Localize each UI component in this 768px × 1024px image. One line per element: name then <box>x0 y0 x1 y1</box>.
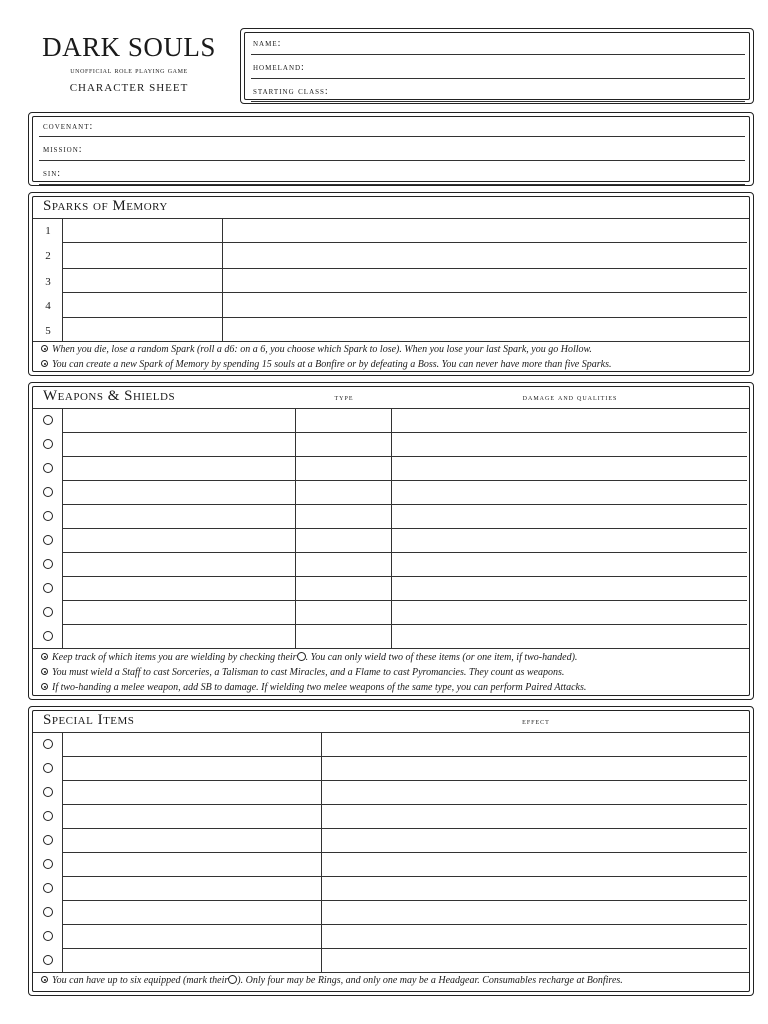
mission-field[interactable] <box>39 160 745 161</box>
special-item-wield-checkbox[interactable] <box>43 763 53 773</box>
bullet-icon <box>41 976 48 983</box>
sparks-note-1: When you die, lose a random Spark (roll a d6: on a 6, you choose which Spark to lose). When you lose your last Spark, you go Hollow. <box>41 344 592 355</box>
weapon-row[interactable] <box>62 624 747 625</box>
weapon-wield-checkbox[interactable] <box>43 439 53 449</box>
sheet-label: CHARACTER SHEET <box>69 82 189 94</box>
weapon-wield-checkbox[interactable] <box>43 559 53 569</box>
homeland-field[interactable] <box>251 78 745 79</box>
special-item-wield-checkbox[interactable] <box>43 739 53 749</box>
weapon-col-divider <box>391 408 392 648</box>
special-item-row[interactable] <box>62 924 747 925</box>
special-item-col-divider <box>62 732 63 972</box>
weapon-wield-checkbox[interactable] <box>43 607 53 617</box>
spark-row-3[interactable] <box>62 292 747 293</box>
special-item-row[interactable] <box>62 804 747 805</box>
starting-class-label: starting class: <box>253 86 329 97</box>
weapon-wield-checkbox[interactable] <box>43 583 53 593</box>
sparks-header-rule <box>33 218 749 219</box>
mission-label: mission: <box>43 144 83 155</box>
special-item-wield-checkbox[interactable] <box>43 859 53 869</box>
special-item-wield-checkbox[interactable] <box>43 811 53 821</box>
weapons-footer-rule <box>33 648 749 649</box>
weapon-wield-checkbox[interactable] <box>43 487 53 497</box>
sparks-section <box>28 192 754 376</box>
sin-label: sin: <box>43 168 62 179</box>
weapon-row[interactable] <box>62 456 747 457</box>
sin-field[interactable] <box>39 184 745 185</box>
special-item-wield-checkbox[interactable] <box>43 931 53 941</box>
special-footer-rule <box>33 972 749 973</box>
spark-row-5[interactable] <box>33 341 749 342</box>
special-item-row[interactable] <box>62 852 747 853</box>
special-items-title: Special Items <box>43 712 135 728</box>
circle-icon <box>297 652 306 661</box>
sparks-title: Sparks of Memory <box>43 198 168 214</box>
sparks-col-divider <box>222 218 223 341</box>
name-field[interactable] <box>251 54 745 55</box>
weapon-wield-checkbox[interactable] <box>43 511 53 521</box>
special-item-wield-checkbox[interactable] <box>43 787 53 797</box>
covenant-label: covenant: <box>43 121 94 132</box>
spark-row-2[interactable] <box>62 268 747 269</box>
weapons-col-type: type <box>334 393 354 402</box>
game-title: DARK SOULS <box>42 32 216 62</box>
weapons-note-1: Keep track of which items you are wielding by checking their . You can only wield two of these items (or one item, if two-handed). <box>41 652 577 663</box>
special-item-row[interactable] <box>62 828 747 829</box>
bullet-icon <box>41 360 48 367</box>
bullet-icon <box>41 668 48 675</box>
spark-row-4[interactable] <box>62 317 747 318</box>
weapons-title: Weapons & Shields <box>43 388 176 404</box>
weapons-col-damage: damage and qualities <box>522 393 618 402</box>
special-item-wield-checkbox[interactable] <box>43 883 53 893</box>
special-item-wield-checkbox[interactable] <box>43 835 53 845</box>
weapon-col-divider <box>295 408 296 648</box>
weapon-wield-checkbox[interactable] <box>43 463 53 473</box>
weapons-note-2: You must wield a Staff to cast Sorceries, a Talisman to cast Miracles, and a Flame to cast Pyromancies. They count as weapons. <box>41 667 564 678</box>
special-item-row[interactable] <box>62 756 747 757</box>
weapons-section <box>28 382 754 700</box>
weapons-note-3: If two-handing a melee weapon, add SB to damage. If wielding two melee weapons of the same type, you can perform Paired Attacks. <box>41 682 586 693</box>
weapon-row[interactable] <box>62 600 747 601</box>
game-subtitle: unofficial role playing game <box>70 66 188 75</box>
spark-number: 3 <box>45 276 51 288</box>
covenant-field[interactable] <box>39 136 745 137</box>
bullet-icon <box>41 345 48 352</box>
weapon-row[interactable] <box>62 432 747 433</box>
special-item-col-divider <box>321 732 322 972</box>
spark-row-1[interactable] <box>62 242 747 243</box>
special-item-wield-checkbox[interactable] <box>43 907 53 917</box>
weapon-wield-checkbox[interactable] <box>43 415 53 425</box>
weapon-row[interactable] <box>62 528 747 529</box>
special-item-wield-checkbox[interactable] <box>43 955 53 965</box>
special-note: You can have up to six equipped (mark their ). Only four may be Rings, and only one may be a Headgear. Consumables recharge at Bonfires. <box>41 975 623 986</box>
special-items-section <box>28 706 754 996</box>
weapon-row[interactable] <box>62 576 747 577</box>
bullet-icon <box>41 653 48 660</box>
spark-number: 4 <box>45 300 51 312</box>
special-item-row[interactable] <box>62 780 747 781</box>
weapon-col-divider <box>62 408 63 648</box>
special-header-rule <box>33 732 749 733</box>
homeland-label: homeland: <box>253 62 305 73</box>
starting-class-field[interactable] <box>251 101 745 102</box>
special-item-row[interactable] <box>62 900 747 901</box>
spark-number: 2 <box>45 250 51 262</box>
identity-box <box>240 28 754 104</box>
weapon-row[interactable] <box>62 552 747 553</box>
sparks-note-2: You can create a new Spark of Memory by spending 15 souls at a Bonfire or by defeating a Boss. You can never have more than five Sparks. <box>41 359 611 370</box>
special-col-effect: effect <box>522 717 550 726</box>
background-box <box>28 112 754 186</box>
name-label: name: <box>253 38 282 49</box>
weapon-row[interactable] <box>62 480 747 481</box>
spark-number: 1 <box>45 225 51 237</box>
special-item-row[interactable] <box>62 876 747 877</box>
circle-icon <box>228 975 237 984</box>
sparks-num-divider <box>62 218 63 341</box>
weapon-wield-checkbox[interactable] <box>43 535 53 545</box>
weapon-row[interactable] <box>62 504 747 505</box>
special-item-row[interactable] <box>62 948 747 949</box>
weapon-wield-checkbox[interactable] <box>43 631 53 641</box>
bullet-icon <box>41 683 48 690</box>
spark-number: 5 <box>45 325 51 337</box>
